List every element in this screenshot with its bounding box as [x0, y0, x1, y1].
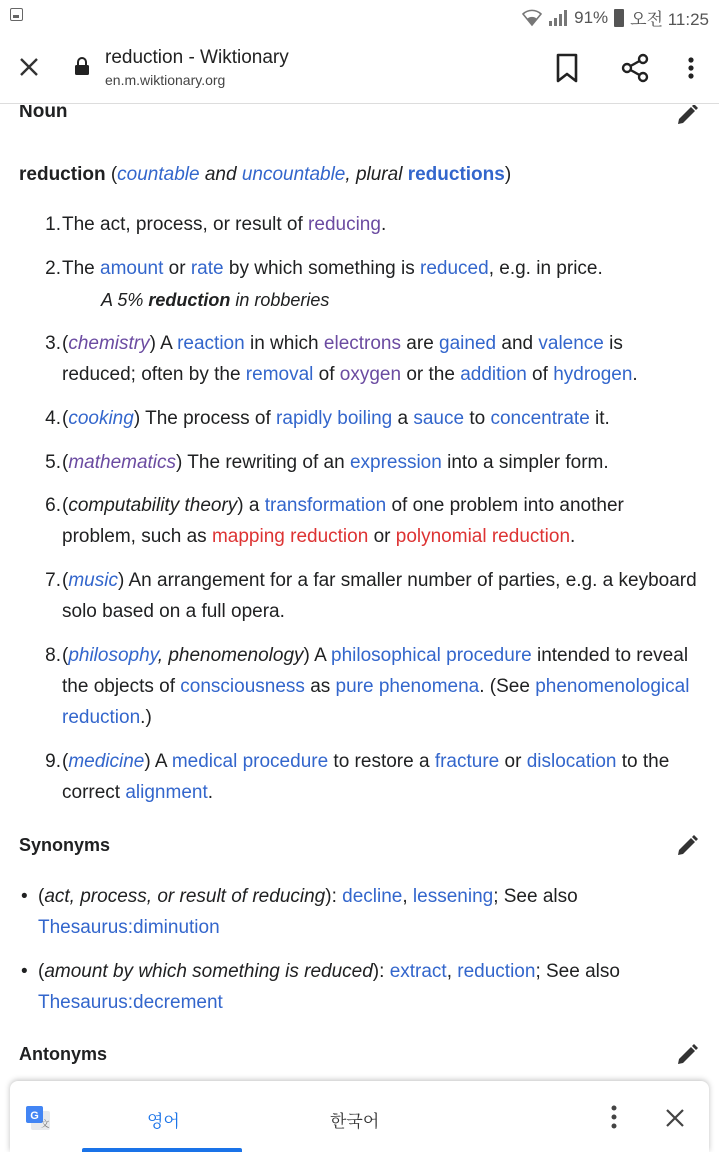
paren: ) — [504, 164, 512, 185]
text: The act, process, or result of — [62, 214, 309, 235]
example-text: in robberies — [230, 290, 330, 310]
term-link[interactable]: reaction — [177, 333, 245, 354]
edit-antonyms-button[interactable] — [673, 1041, 701, 1069]
term-link[interactable]: consciousness — [180, 676, 305, 697]
term-link[interactable]: music — [68, 570, 118, 591]
definition-number: 4. — [45, 408, 61, 429]
definition-text — [62, 746, 702, 808]
synonym-text — [38, 881, 698, 943]
term-link[interactable]: rapidly boiling — [276, 408, 393, 429]
bookmark-icon — [555, 53, 579, 83]
definition-text — [62, 490, 702, 552]
term-link[interactable]: removal — [245, 364, 314, 385]
term-link[interactable]: reducing — [308, 214, 381, 235]
definition — [19, 746, 699, 808]
page-content — [0, 105, 719, 1080]
term-link[interactable]: expression — [349, 452, 442, 473]
term-link[interactable]: transformation — [264, 495, 387, 516]
term-link[interactable]: gained — [439, 333, 497, 354]
term-link[interactable]: rate — [190, 258, 224, 279]
term-link[interactable]: lessening — [412, 886, 494, 907]
bookmark-button[interactable] — [547, 48, 587, 88]
definition-text — [62, 253, 702, 284]
text: or — [368, 526, 396, 547]
text: ( — [38, 961, 45, 982]
text: ) A — [303, 645, 332, 666]
target-language-tab[interactable]: 한국어 — [330, 1112, 380, 1131]
definition — [19, 447, 699, 478]
more-options-button[interactable] — [671, 48, 711, 88]
wifi-icon — [522, 9, 542, 27]
text: . — [207, 782, 214, 803]
text: ): — [372, 961, 390, 982]
term-link[interactable]: cooking — [68, 408, 134, 429]
text: a — [392, 408, 414, 429]
definition-text — [62, 403, 702, 434]
term-link[interactable]: Thesaurus:diminution — [38, 917, 220, 938]
headword-line — [19, 163, 511, 187]
pencil-icon — [676, 835, 698, 857]
google-translate-icon — [25, 1105, 51, 1131]
text: into a simpler form. — [441, 452, 609, 473]
definition — [19, 253, 699, 284]
paren: ( — [110, 164, 118, 185]
text: to the correct — [62, 751, 670, 803]
page-url[interactable]: en.m.wiktionary.org — [105, 72, 226, 88]
svg-text:文: 文 — [40, 1120, 50, 1130]
text: ( — [62, 408, 69, 429]
headword: reduction — [19, 164, 106, 185]
term-link[interactable]: medicine — [68, 751, 145, 772]
text: ) An arrangement for a far smaller number of parties, e.g. a keyboard solo based on a full opera. — [62, 570, 697, 622]
definition-text — [62, 328, 702, 390]
text: to — [464, 408, 491, 429]
text: or the — [401, 364, 461, 385]
text: or — [163, 258, 191, 279]
text: of one problem into another problem, such as — [62, 495, 624, 547]
browser-toolbar — [0, 32, 719, 104]
definition — [19, 640, 699, 733]
definition-number: 2. — [45, 258, 61, 279]
term-link[interactable]: mathematics — [68, 452, 177, 473]
text: , — [402, 886, 413, 907]
close-icon — [19, 57, 39, 77]
text: ( — [38, 886, 45, 907]
share-button[interactable] — [615, 48, 655, 88]
definition — [19, 328, 699, 390]
definition-text — [62, 565, 702, 627]
definition-text — [62, 640, 702, 733]
text: ) a — [237, 495, 265, 516]
text: by which something is — [223, 258, 421, 279]
context-label: act, process, or result of reducing — [44, 886, 326, 907]
battery-percent: 91% — [574, 7, 609, 27]
term-link[interactable]: phenomenological reduction — [62, 676, 690, 728]
term-link[interactable]: extract — [389, 961, 447, 982]
synonym-item — [19, 881, 709, 943]
share-icon — [620, 53, 650, 83]
countable-link[interactable]: countable — [117, 164, 200, 185]
definition-text — [62, 447, 702, 478]
term-link[interactable]: medical procedure — [171, 751, 329, 772]
text: The — [62, 258, 101, 279]
text: ) The rewriting of an — [176, 452, 350, 473]
term-link[interactable]: valence — [538, 333, 604, 354]
svg-text:G: G — [30, 1110, 39, 1122]
term-link[interactable]: hydrogen — [553, 364, 633, 385]
text: or — [499, 751, 527, 772]
definition-number: 3. — [45, 333, 61, 354]
text: . — [570, 526, 576, 547]
term-link[interactable]: polynomial reduction — [395, 526, 571, 547]
term-link[interactable]: decline — [342, 886, 403, 907]
term-link[interactable]: oxygen — [339, 364, 402, 385]
text: ) A — [144, 751, 172, 772]
text: it. — [589, 408, 610, 429]
noun-heading: Noun — [19, 105, 68, 122]
page-title[interactable]: reduction - Wiktionary — [105, 47, 289, 68]
text: of — [526, 364, 554, 385]
plural-text: , plural — [345, 164, 408, 185]
definition — [19, 403, 699, 434]
example-bold: reduction — [148, 290, 231, 310]
term-link[interactable]: sauce — [413, 408, 465, 429]
definition-number: 9. — [45, 751, 61, 772]
text: ( — [62, 751, 69, 772]
edit-synonyms-button[interactable] — [673, 832, 701, 860]
bullet: • — [21, 961, 28, 982]
definition — [19, 209, 699, 240]
text: are — [401, 333, 440, 354]
close-icon[interactable] — [662, 1105, 688, 1131]
term-link[interactable]: electrons — [323, 333, 402, 354]
and-text: and — [199, 164, 242, 185]
term-link[interactable]: philosophical procedure — [331, 645, 532, 666]
text: ) A — [149, 333, 178, 354]
clock: 오전 11:25 — [630, 10, 709, 29]
text: ( — [62, 333, 69, 354]
definition-text — [62, 209, 702, 240]
text: ( — [62, 645, 69, 666]
term-link[interactable]: reduced — [420, 258, 489, 279]
example-text: A 5% — [101, 290, 149, 310]
bullet: • — [21, 886, 28, 907]
pencil-icon — [676, 1044, 698, 1066]
close-tab-button[interactable] — [14, 52, 44, 82]
term-link[interactable]: addition — [460, 364, 527, 385]
text: to restore a — [328, 751, 435, 772]
term-link[interactable]: chemistry — [68, 333, 150, 354]
text: ): — [325, 886, 343, 907]
text: ( — [62, 570, 69, 591]
text: . — [632, 364, 638, 385]
term-link[interactable]: philosophy — [68, 645, 158, 666]
battery-icon — [614, 9, 624, 27]
text: ; See also — [493, 886, 578, 907]
usage-example — [101, 285, 329, 316]
text: and — [496, 333, 539, 354]
text: ( — [62, 495, 69, 516]
text: , — [446, 961, 458, 982]
more-vert-icon[interactable] — [602, 1103, 626, 1131]
text: is reduced; often by the — [62, 333, 623, 385]
synonyms-heading: Synonyms — [19, 835, 111, 855]
synonym-item — [19, 956, 709, 1018]
definition-number: 8. — [45, 645, 61, 666]
term-link[interactable]: amount — [100, 258, 164, 279]
context-label: computability theory — [68, 495, 238, 516]
uncountable-link[interactable]: uncountable — [241, 164, 346, 185]
plural-link[interactable]: reductions — [407, 164, 505, 185]
text: ( — [62, 452, 69, 473]
definition-number: 5. — [45, 452, 61, 473]
text: ; See also — [535, 961, 620, 982]
text: as — [304, 676, 336, 697]
translate-bar — [10, 1081, 709, 1152]
text: in which — [244, 333, 324, 354]
term-link[interactable]: fracture — [434, 751, 500, 772]
term-link[interactable]: reduction — [457, 961, 536, 982]
context-label: amount by which something is reduced — [44, 961, 373, 982]
definition-number: 7. — [45, 570, 61, 591]
active-tab-indicator — [82, 1148, 242, 1152]
term-link[interactable]: pure phenomena — [335, 676, 480, 697]
antonyms-heading: Antonyms — [19, 1044, 108, 1064]
context-label: , phenomenology — [157, 645, 304, 666]
text: . (See — [479, 676, 536, 697]
definition-number: 6. — [45, 495, 61, 516]
pencil-icon — [676, 105, 698, 126]
term-link[interactable]: alignment — [125, 782, 208, 803]
gallery-notification-icon — [10, 8, 23, 21]
definition-number: 1. — [45, 214, 61, 235]
text: ) The process of — [133, 408, 277, 429]
status-bar — [0, 0, 719, 32]
edit-noun-button[interactable] — [673, 105, 701, 129]
source-language-tab[interactable]: 영어 — [147, 1112, 180, 1131]
definition — [19, 565, 699, 627]
text: . — [380, 214, 387, 235]
text: .) — [140, 707, 152, 728]
term-link[interactable]: mapping reduction — [211, 526, 369, 547]
lock-icon — [74, 56, 90, 76]
signal-icon — [548, 9, 568, 27]
text: intended to reveal the objects of — [62, 645, 689, 697]
term-link[interactable]: concentrate — [490, 408, 590, 429]
text: , e.g. in price. — [488, 258, 603, 279]
more-vert-icon — [687, 56, 695, 80]
text: of — [313, 364, 340, 385]
term-link[interactable]: Thesaurus:decrement — [38, 992, 223, 1013]
definition — [19, 490, 699, 552]
synonym-text — [38, 956, 698, 1018]
term-link[interactable]: dislocation — [526, 751, 617, 772]
